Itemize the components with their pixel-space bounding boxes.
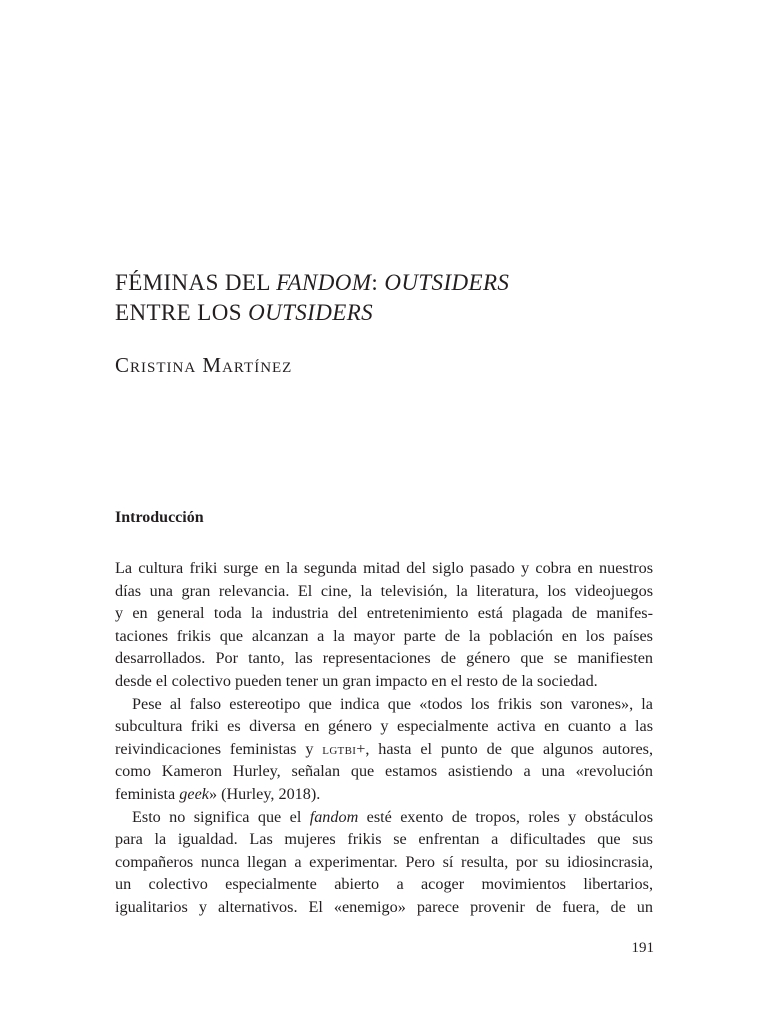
text-run: » (Hurley, 2018).	[208, 784, 321, 803]
text-line	[115, 738, 653, 761]
text-line: Pese al falso estereotipo que indica que «todos los frikis son varones», la	[132, 694, 653, 713]
text-line: como Kameron Hurley, señalan que estamos asistiendo a una «revolución	[115, 762, 653, 781]
text-line: desde el colectivo pueden tener un gran impacto en el resto de la sociedad.	[115, 671, 598, 690]
title-line-1	[115, 270, 509, 295]
title-colon: :	[371, 270, 385, 295]
title-text: ENTRE LOS	[115, 300, 249, 325]
text-line: un colectivo especialmente abierto a acoger movimientos libertarios,	[115, 875, 653, 894]
text-run: Esto no significa que el	[132, 807, 310, 826]
text-line: subcultura friki es diversa en género y especialmente activa en cuanto a las	[115, 717, 653, 736]
text-run: +, hasta el punto de que algunos autores,	[356, 739, 654, 758]
text-line: igualitarios y alternativos. El «enemigo» parece provenir de fuera, de un	[115, 897, 653, 916]
text-line: y en general toda la industria del entretenimiento está plagada de manifes-	[115, 604, 653, 623]
text-line: días una gran relevancia. El cine, la televisión, la literatura, los videojuegos	[115, 581, 653, 600]
text-line: compañeros nunca llegan a experimentar. Pero sí resulta, por su idiosincrasia,	[115, 852, 653, 871]
title-italic-outsiders: OUTSIDERS	[248, 300, 374, 325]
title-text: FÉMINAS DEL	[115, 270, 277, 295]
section-heading: Introducción	[115, 509, 204, 526]
title-italic-fandom: FANDOM	[276, 270, 372, 295]
title-line-2	[115, 300, 373, 325]
text-line: desarrollados. Por tanto, las representaciones de género que se manifiesten	[115, 649, 653, 668]
text-line: para la igualdad. Las mujeres frikis se enfrentan a dificultades que sus	[115, 830, 653, 849]
text-line	[115, 806, 653, 829]
text-line: taciones frikis que alcanzan a la mayor parte de la población en los países	[115, 626, 653, 645]
page-number: 191	[631, 940, 654, 956]
body-text	[115, 557, 653, 919]
text-run: feminista	[115, 784, 180, 803]
text-line: La cultura friki surge en la segunda mitad del siglo pasado y cobra en nuestros	[115, 559, 653, 577]
text-line	[115, 783, 653, 806]
title-italic-outsiders: OUTSIDERS	[384, 270, 510, 295]
small-caps-acronym: lgtbi	[322, 741, 357, 758]
text-run: reivindicaciones feministas y	[115, 739, 323, 758]
text-run: esté exento de tropos, roles y obstáculos	[358, 807, 653, 826]
italic-term: fandom	[309, 807, 359, 826]
author-name: Cristina Martínez	[115, 353, 293, 377]
italic-term: geek	[179, 784, 209, 803]
chapter-title	[115, 268, 675, 328]
